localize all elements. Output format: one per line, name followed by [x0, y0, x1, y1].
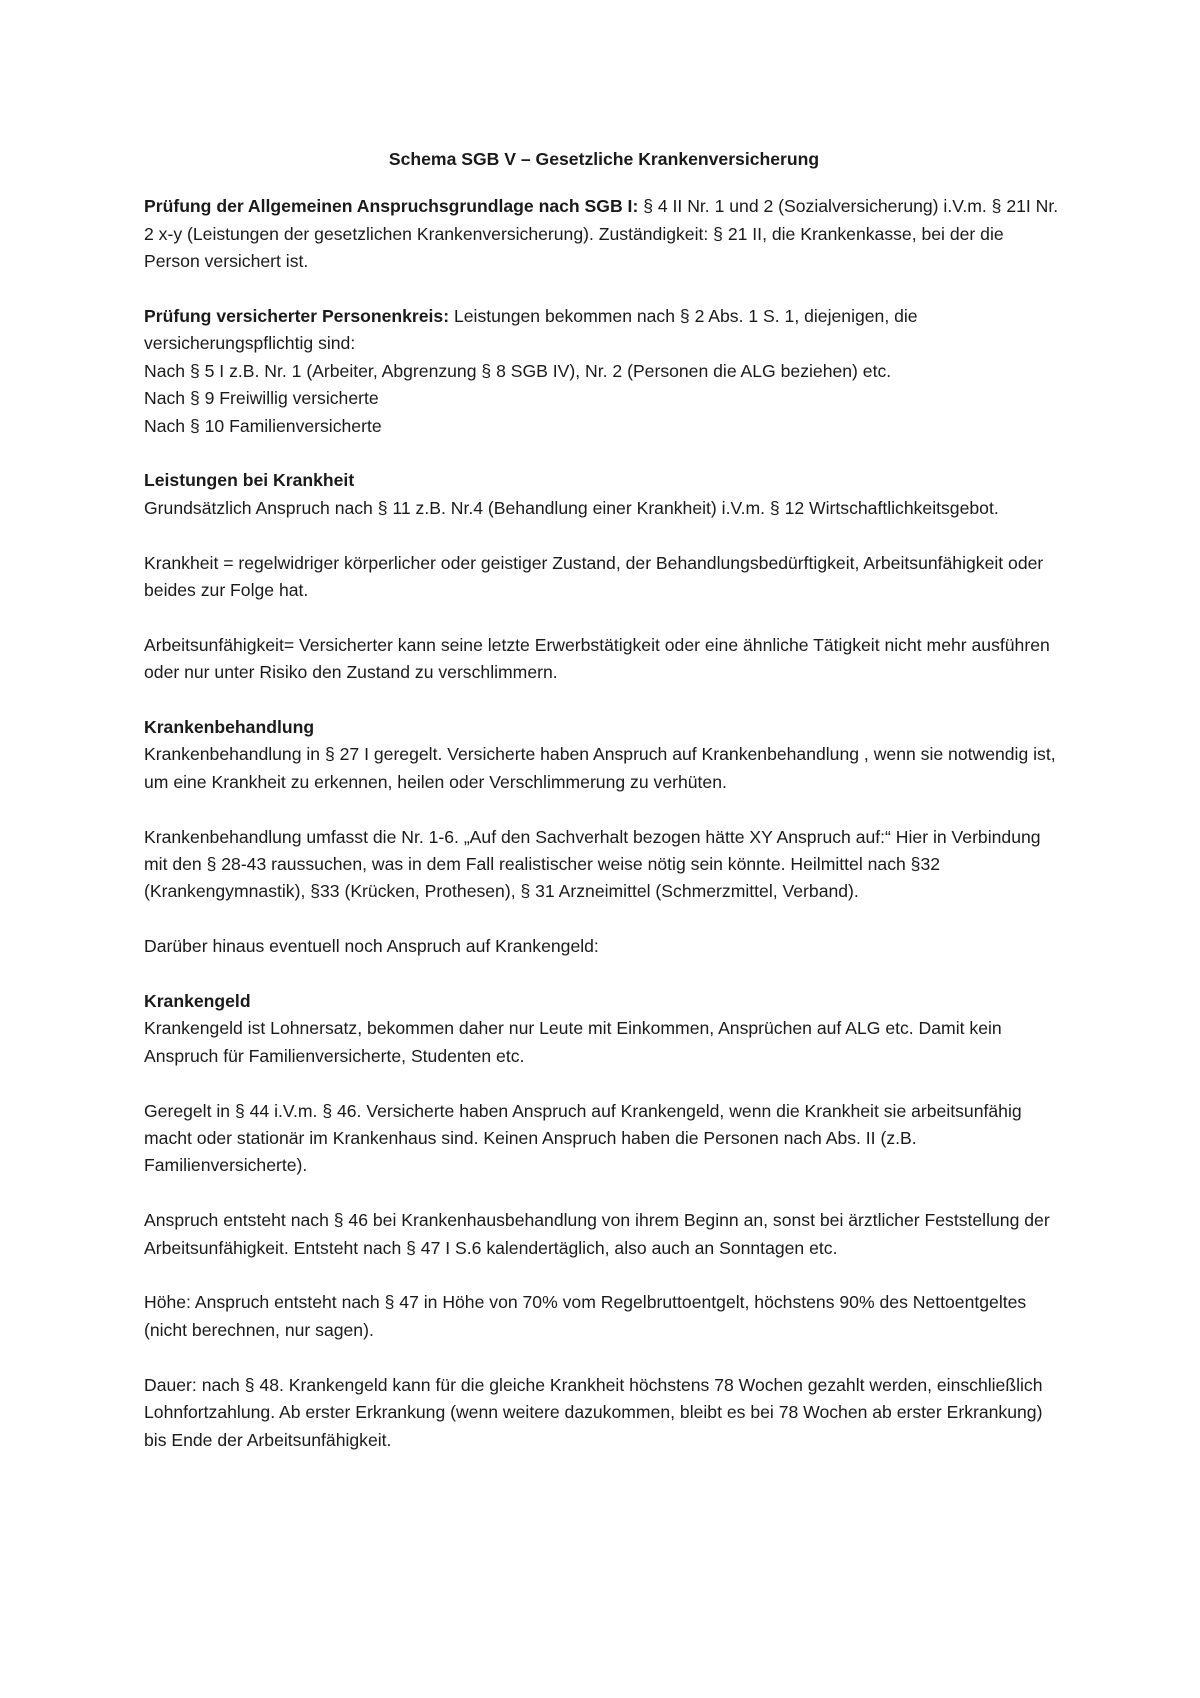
text-krankenbehandlung-umfang: Krankenbehandlung umfasst die Nr. 1-6. „Auf den Sachverhalt bezogen hätte XY Anspruch auf:“ Hier in Verbindung mit den § 28-43 raussuchen, was in dem Fall realistischer weise nötig sein könnte. Heilmittel nach §32 (Krankengymnastik), §33 (Krücken, Prothesen), § 31 Arzneimittel (Schmerzmittel, Verband). [144, 826, 1041, 902]
text-krankengeld-dauer: Dauer: nach § 48. Krankengeld kann für die gleiche Krankheit höchstens 78 Wochen gezahlt werden, einschließlich Lohnfortzahlung. Ab erster Erkrankung (wenn weitere dazukommen, bleibt es bei 78 Wochen ab erster Erkrankung) bis Ende der Arbeitsunfähigkeit. [144, 1374, 1043, 1450]
text-personenkreis: Leistungen bekommen nach § 2 Abs. 1 S. 1, diejenigen, die versicherungspflichtig sind: [144, 306, 918, 354]
line-paragraph-10: Nach § 10 Familienversicherte [144, 415, 382, 436]
text-krankengeld: Krankengeld ist Lohnersatz, bekommen daher nur Leute mit Einkommen, Ansprüchen auf ALG etc. Damit kein Anspruch für Familienversicherte, Studenten etc. [144, 1018, 1002, 1066]
label-personenkreis: Prüfung versicherter Personenkreis: [144, 306, 450, 327]
label-anspruchsgrundlage: Prüfung der Allgemeinen Anspruchsgrundlage nach SGB I: [144, 196, 639, 217]
heading-leistungen: Leistungen bei Krankheit [144, 470, 355, 491]
text-krankengeld-hinweis: Darüber hinaus eventuell noch Anspruch auf Krankengeld: [144, 936, 599, 957]
definition-krankheit: Krankheit = regelwidriger körperlicher oder geistiger Zustand, der Behandlungsbedürftigkeit, Arbeitsunfähigkeit oder beides zur Folge hat. [144, 552, 1044, 601]
heading-krankengeld: Krankengeld [144, 991, 251, 1012]
definition-arbeitsunfaehigkeit: Arbeitsunfähigkeit= Versicherter kann seine letzte Erwerbstätigkeit oder eine ähnliche Tätigkeit nicht mehr ausführen oder nur unter Risiko den Zustand zu verschlimmern. [144, 634, 1050, 683]
heading-krankenbehandlung: Krankenbehandlung [144, 717, 315, 738]
text-krankengeld-hoehe: Höhe: Anspruch entsteht nach § 47 in Höhe von 70% vom Regelbruttoentgelt, höchstens 90% des Nettoentgeltes (nicht berechnen, nur sagen). [144, 1292, 1027, 1340]
paragraph-personenkreis [144, 303, 1064, 358]
text-krankenbehandlung: Krankenbehandlung in § 27 I geregelt. Versicherte haben Anspruch auf Krankenbehandlung , wenn sie notwendig ist, um eine Krankheit zu erkennen, heilen oder Verschlimmerung zu verhüten. [144, 744, 1056, 792]
document-title: Schema SGB V – Gesetzliche Krankenversicherung [388, 149, 820, 169]
text-leistungen: Grundsätzlich Anspruch nach § 11 z.B. Nr.4 (Behandlung einer Krankheit) i.V.m. § 12 Wirtschaftlichkeitsgebot. [144, 497, 999, 518]
paragraph-anspruchsgrundlage [144, 193, 1064, 275]
text-anspruchsgrundlage: § 4 II Nr. 1 und 2 (Sozialversicherung) i.V.m. § 21I Nr. 2 x-y (Leistungen der gesetzlichen Krankenversicherung). Zuständigkeit: § 21 II, die Krankenkasse, bei der die Person versichert ist. [144, 196, 1059, 272]
text-krankengeld-entstehung: Anspruch entsteht nach § 46 bei Krankenhausbehandlung von ihrem Beginn an, sonst bei ärztlicher Feststellung der Arbeitsunfähigkeit. Entsteht nach § 47 I S.6 kalendertäglich, also auch an Sonntagen etc. [144, 1210, 1050, 1258]
line-paragraph-5: Nach § 5 I z.B. Nr. 1 (Arbeiter, Abgrenzung § 8 SGB IV), Nr. 2 (Personen die ALG beziehen) etc. [144, 360, 892, 381]
document-body [144, 146, 1064, 1454]
line-paragraph-9: Nach § 9 Freiwillig versicherte [144, 388, 379, 409]
text-krankengeld-regelung: Geregelt in § 44 i.V.m. § 46. Versicherte haben Anspruch auf Krankengeld, wenn die Krankheit sie arbeitsunfähig macht oder stationär im Krankenhaus sind. Keinen Anspruch haben die Personen nach Abs. II (z.B. Familienversicherte). [144, 1100, 1022, 1176]
